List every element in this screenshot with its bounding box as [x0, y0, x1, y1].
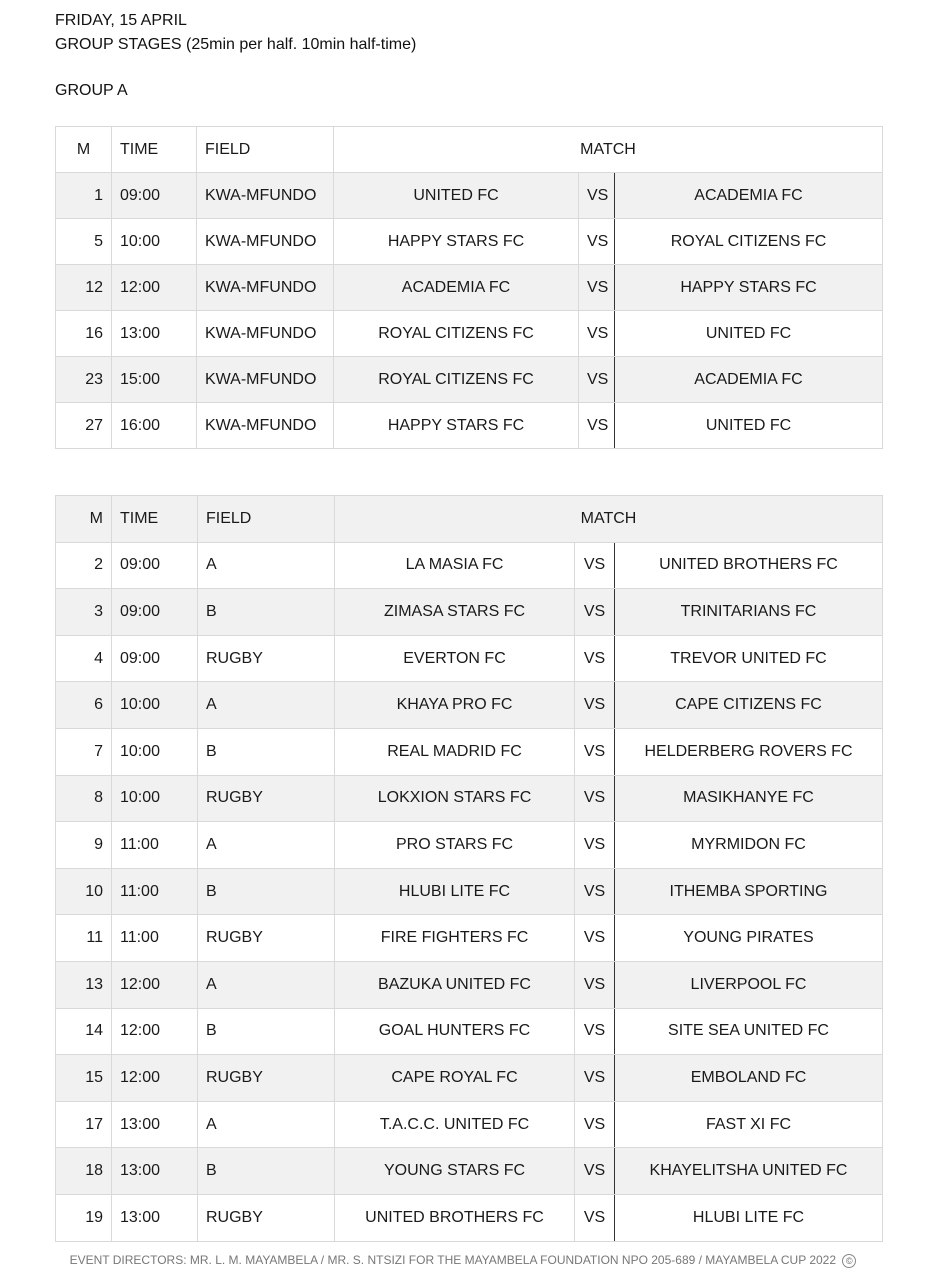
match-field: RUGBY: [198, 1055, 335, 1102]
away-team: ACADEMIA FC: [615, 357, 883, 403]
home-team: EVERTON FC: [335, 635, 575, 682]
home-team: KHAYA PRO FC: [335, 682, 575, 729]
away-team: EMBOLAND FC: [615, 1055, 883, 1102]
match-time: 09:00: [112, 635, 198, 682]
match-time: 09:00: [112, 589, 198, 636]
away-team: SITE SEA UNITED FC: [615, 1008, 883, 1055]
match-time: 10:00: [112, 219, 197, 265]
match-row: [56, 311, 883, 357]
col-header-match: MATCH: [334, 127, 883, 173]
versus-label: VS: [575, 589, 615, 636]
match-time: 13:00: [112, 311, 197, 357]
versus-label: VS: [575, 1055, 615, 1102]
match-number: 15: [56, 1055, 112, 1102]
match-number: 13: [56, 961, 112, 1008]
home-team: LOKXION STARS FC: [335, 775, 575, 822]
home-team: ACADEMIA FC: [334, 265, 579, 311]
away-team: MYRMIDON FC: [615, 822, 883, 869]
match-time: 12:00: [112, 1008, 198, 1055]
match-number: 5: [56, 219, 112, 265]
match-field: B: [198, 589, 335, 636]
versus-label: VS: [575, 682, 615, 729]
away-team: HLUBI LITE FC: [615, 1194, 883, 1241]
home-team: HAPPY STARS FC: [334, 219, 579, 265]
match-field: RUGBY: [198, 1194, 335, 1241]
home-team: HLUBI LITE FC: [335, 868, 575, 915]
match-row: [56, 542, 883, 589]
match-field: A: [198, 682, 335, 729]
match-field: KWA-MFUNDO: [197, 173, 334, 219]
footer: [0, 1253, 926, 1268]
away-team: LIVERPOOL FC: [615, 961, 883, 1008]
match-row: [56, 357, 883, 403]
home-team: ROYAL CITIZENS FC: [334, 311, 579, 357]
versus-label: VS: [575, 635, 615, 682]
group-a-schedule-table: [55, 126, 883, 449]
match-row: [56, 822, 883, 869]
versus-label: VS: [575, 775, 615, 822]
versus-label: VS: [579, 311, 615, 357]
match-time: 10:00: [112, 728, 198, 775]
home-team: BAZUKA UNITED FC: [335, 961, 575, 1008]
col-header-field: FIELD: [197, 127, 334, 173]
match-row: [56, 635, 883, 682]
home-team: GOAL HUNTERS FC: [335, 1008, 575, 1055]
versus-label: VS: [575, 1101, 615, 1148]
versus-label: VS: [579, 173, 615, 219]
away-team: KHAYELITSHA UNITED FC: [615, 1148, 883, 1195]
match-field: KWA-MFUNDO: [197, 357, 334, 403]
home-team: UNITED FC: [334, 173, 579, 219]
versus-label: VS: [575, 1008, 615, 1055]
match-row: [56, 1008, 883, 1055]
match-row: [56, 915, 883, 962]
match-row: [56, 219, 883, 265]
away-team: ITHEMBA SPORTING: [615, 868, 883, 915]
col-header-field: FIELD: [198, 496, 335, 543]
match-field: B: [198, 728, 335, 775]
versus-label: VS: [575, 822, 615, 869]
match-row: [56, 682, 883, 729]
col-header-match: MATCH: [335, 496, 883, 543]
versus-label: VS: [579, 265, 615, 311]
away-team: MASIKHANYE FC: [615, 775, 883, 822]
versus-label: VS: [575, 1148, 615, 1195]
away-team: HELDERBERG ROVERS FC: [615, 728, 883, 775]
match-number: 7: [56, 728, 112, 775]
match-row: [56, 868, 883, 915]
match-field: KWA-MFUNDO: [197, 403, 334, 449]
col-header-m: M: [56, 127, 112, 173]
versus-label: VS: [579, 219, 615, 265]
away-team: ROYAL CITIZENS FC: [615, 219, 883, 265]
away-team: FAST XI FC: [615, 1101, 883, 1148]
copyright-icon: ©: [842, 1254, 856, 1268]
match-number: 9: [56, 822, 112, 869]
home-team: T.A.C.C. UNITED FC: [335, 1101, 575, 1148]
match-row: [56, 961, 883, 1008]
match-field: RUGBY: [198, 915, 335, 962]
match-time: 10:00: [112, 682, 198, 729]
match-row: [56, 173, 883, 219]
match-field: RUGBY: [198, 635, 335, 682]
match-field: A: [198, 822, 335, 869]
away-team: HAPPY STARS FC: [615, 265, 883, 311]
match-time: 09:00: [112, 542, 198, 589]
match-number: 16: [56, 311, 112, 357]
match-number: 2: [56, 542, 112, 589]
versus-label: VS: [575, 728, 615, 775]
col-header-time: TIME: [112, 127, 197, 173]
other-matches-schedule-table: [55, 495, 883, 1242]
match-row: [56, 775, 883, 822]
match-row: [56, 1055, 883, 1102]
match-field: A: [198, 542, 335, 589]
table-header-row: [56, 496, 883, 543]
match-time: 13:00: [112, 1194, 198, 1241]
footer-text: EVENT DIRECTORS: MR. L. M. MAYAMBELA / MR. S. NTSIZI FOR THE MAYAMBELA FOUNDATION NPO 205-689 / MAYAMBELA CUP 2022: [69, 1253, 837, 1267]
match-time: 13:00: [112, 1101, 198, 1148]
match-time: 11:00: [112, 915, 198, 962]
match-time: 12:00: [112, 961, 198, 1008]
match-row: [56, 728, 883, 775]
match-number: 19: [56, 1194, 112, 1241]
col-header-m: M: [56, 496, 112, 543]
versus-label: VS: [575, 542, 615, 589]
match-number: 18: [56, 1148, 112, 1195]
match-number: 8: [56, 775, 112, 822]
home-team: LA MASIA FC: [335, 542, 575, 589]
other-matches-table-body: [56, 496, 883, 1242]
versus-label: VS: [575, 1194, 615, 1241]
match-time: 10:00: [112, 775, 198, 822]
match-time: 11:00: [112, 822, 198, 869]
away-team: YOUNG PIRATES: [615, 915, 883, 962]
match-number: 17: [56, 1101, 112, 1148]
away-team: TRINITARIANS FC: [615, 589, 883, 636]
match-number: 1: [56, 173, 112, 219]
match-time: 09:00: [112, 173, 197, 219]
match-row: [56, 1194, 883, 1241]
versus-label: VS: [579, 403, 615, 449]
match-row: [56, 589, 883, 636]
versus-label: VS: [575, 961, 615, 1008]
match-row: [56, 1148, 883, 1195]
match-row: [56, 403, 883, 449]
match-field: B: [198, 868, 335, 915]
home-team: FIRE FIGHTERS FC: [335, 915, 575, 962]
away-team: UNITED FC: [615, 311, 883, 357]
match-row: [56, 1101, 883, 1148]
versus-label: VS: [575, 915, 615, 962]
away-team: CAPE CITIZENS FC: [615, 682, 883, 729]
home-team: YOUNG STARS FC: [335, 1148, 575, 1195]
away-team: UNITED FC: [615, 403, 883, 449]
match-number: 23: [56, 357, 112, 403]
match-number: 6: [56, 682, 112, 729]
match-number: 11: [56, 915, 112, 962]
match-field: KWA-MFUNDO: [197, 219, 334, 265]
away-team: UNITED BROTHERS FC: [615, 542, 883, 589]
match-time: 16:00: [112, 403, 197, 449]
match-field: RUGBY: [198, 775, 335, 822]
table-header-row: [56, 127, 883, 173]
home-team: ROYAL CITIZENS FC: [334, 357, 579, 403]
versus-label: VS: [575, 868, 615, 915]
match-row: [56, 265, 883, 311]
home-team: CAPE ROYAL FC: [335, 1055, 575, 1102]
home-team: REAL MADRID FC: [335, 728, 575, 775]
home-team: ZIMASA STARS FC: [335, 589, 575, 636]
match-time: 11:00: [112, 868, 198, 915]
match-number: 14: [56, 1008, 112, 1055]
match-number: 27: [56, 403, 112, 449]
away-team: TREVOR UNITED FC: [615, 635, 883, 682]
match-field: A: [198, 1101, 335, 1148]
home-team: UNITED BROTHERS FC: [335, 1194, 575, 1241]
match-field: B: [198, 1148, 335, 1195]
match-number: 10: [56, 868, 112, 915]
home-team: PRO STARS FC: [335, 822, 575, 869]
versus-label: VS: [579, 357, 615, 403]
match-number: 4: [56, 635, 112, 682]
page-date-heading: FRIDAY, 15 APRIL: [55, 12, 187, 29]
match-time: 12:00: [112, 1055, 198, 1102]
match-time: 13:00: [112, 1148, 198, 1195]
match-number: 12: [56, 265, 112, 311]
match-field: A: [198, 961, 335, 1008]
away-team: ACADEMIA FC: [615, 173, 883, 219]
match-number: 3: [56, 589, 112, 636]
match-field: B: [198, 1008, 335, 1055]
match-field: KWA-MFUNDO: [197, 311, 334, 357]
match-field: KWA-MFUNDO: [197, 265, 334, 311]
stage-heading: GROUP STAGES (25min per half. 10min half-time): [55, 36, 417, 53]
group-a-heading: GROUP A: [55, 82, 128, 99]
group-a-table-body: [56, 127, 883, 449]
match-time: 12:00: [112, 265, 197, 311]
home-team: HAPPY STARS FC: [334, 403, 579, 449]
col-header-time: TIME: [112, 496, 198, 543]
match-time: 15:00: [112, 357, 197, 403]
